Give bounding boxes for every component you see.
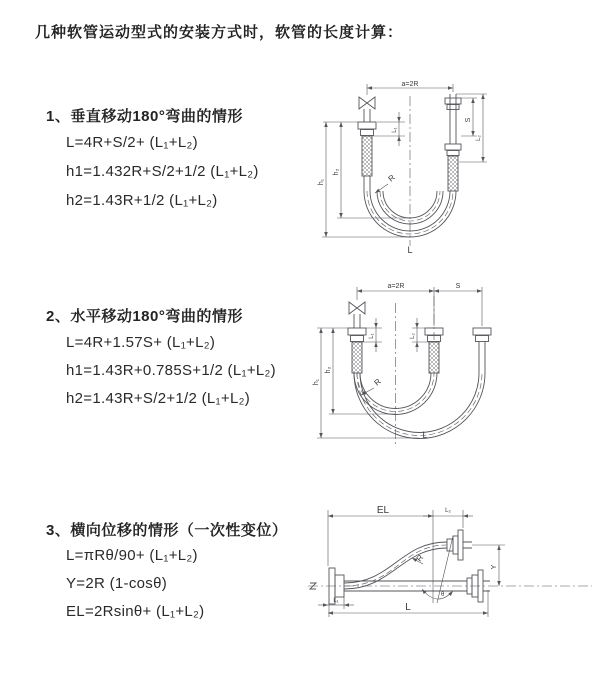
dim-label-span: a=2R (401, 81, 419, 88)
dim-label-radius: R (386, 172, 397, 184)
dim-label-stroke: S (455, 283, 461, 290)
dim-label-length: L (422, 430, 428, 440)
dim-label-h2: h₂ (333, 168, 340, 176)
section2-formula-h1: h1=1.43R+0.785S+1/2 (L₁+L₂) (66, 362, 276, 379)
diagram2-svg (308, 278, 593, 453)
dim-label-h1: h₁ (318, 178, 325, 186)
dim-label-l1: L₁ (333, 598, 339, 604)
hose-drawing (358, 94, 461, 237)
section3-heading: 3、横向位移的情形（一次性变位） (46, 522, 288, 539)
dim-label-el: EL (376, 505, 390, 516)
dimension-lines (317, 287, 482, 438)
flange (453, 536, 458, 554)
dim-label-h1: h₁ (313, 378, 320, 386)
braided-hose (429, 342, 439, 373)
diagram-vertical-180-bend (313, 76, 590, 258)
hose-centerline-curve (344, 545, 447, 586)
curved-hose (344, 548, 447, 589)
valve-icon (349, 302, 365, 314)
diagram-horizontal-180-bend (308, 278, 593, 453)
section1-heading: 1、垂直移动180°弯曲的情形 (46, 108, 243, 125)
section1-formula-h1: h1=1.432R+S/2+1/2 (L₁+L₂) (66, 163, 259, 180)
section2-heading: 2、水平移动180°弯曲的情形 (46, 308, 243, 325)
section3-formula-L: L=πRθ/90+ (L₁+L₂) (66, 547, 198, 564)
dim-label-radius: R (414, 553, 426, 564)
dim-label-l1: L₁ (392, 127, 398, 133)
dim-label-span: a=2R (387, 283, 405, 290)
hose-drawing (329, 530, 490, 604)
dim-label-radius: R (372, 376, 383, 388)
valve-icon (359, 97, 375, 109)
flange (361, 130, 374, 136)
flange (348, 328, 366, 335)
dim-label-y: Y (491, 564, 498, 570)
page-title: 几种软管运动型式的安装方式时，软管的长度计算： (35, 24, 404, 41)
dim-label-l2: L₂ (445, 508, 451, 514)
section3-formula-EL: EL=2Rsinθ+ (L₁+L₂) (66, 603, 205, 620)
flange (447, 151, 459, 156)
dimension-lines (322, 84, 487, 237)
centerline (396, 296, 435, 446)
flange (351, 336, 364, 342)
braided-hose (352, 342, 362, 373)
dim-label-l2: L₂ (476, 135, 482, 141)
dim-label-l2: L₂ (410, 333, 416, 339)
dim-label-h2: h₂ (325, 366, 332, 374)
flange (476, 336, 489, 342)
dim-label-length: L (405, 602, 411, 613)
diagram-lateral-displacement (300, 498, 600, 633)
hose-drawing (348, 302, 491, 439)
flange (358, 122, 376, 129)
diagram1-svg (313, 76, 590, 258)
flange (445, 144, 461, 150)
dimension-lines (318, 510, 505, 617)
diagram3-svg (300, 498, 600, 633)
dim-label-theta: θ (441, 592, 445, 598)
dim-label-stroke: S (465, 117, 472, 123)
braided-hose (362, 136, 372, 176)
dim-label-l1: L₁ (369, 333, 375, 339)
flange (447, 105, 459, 110)
section3-formula-Y: Y=2R (1-cosθ) (66, 575, 168, 592)
section2-formula-h2: h2=1.43R+S/2+1/2 (L₁+L₂) (66, 390, 251, 407)
curved-hose (344, 542, 447, 583)
flange (445, 98, 461, 104)
dim-label-length: L (407, 245, 413, 255)
section1-formula-h2: h2=1.43R+1/2 (L₁+L₂) (66, 192, 218, 209)
centerline (308, 583, 592, 589)
section1-formula-L: L=4R+S/2+ (L₁+L₂) (66, 134, 198, 151)
flange (458, 530, 463, 560)
flange (473, 328, 491, 335)
braided-hose (448, 156, 458, 191)
section2-formula-L: L=4R+1.57S+ (L₁+L₂) (66, 334, 216, 351)
